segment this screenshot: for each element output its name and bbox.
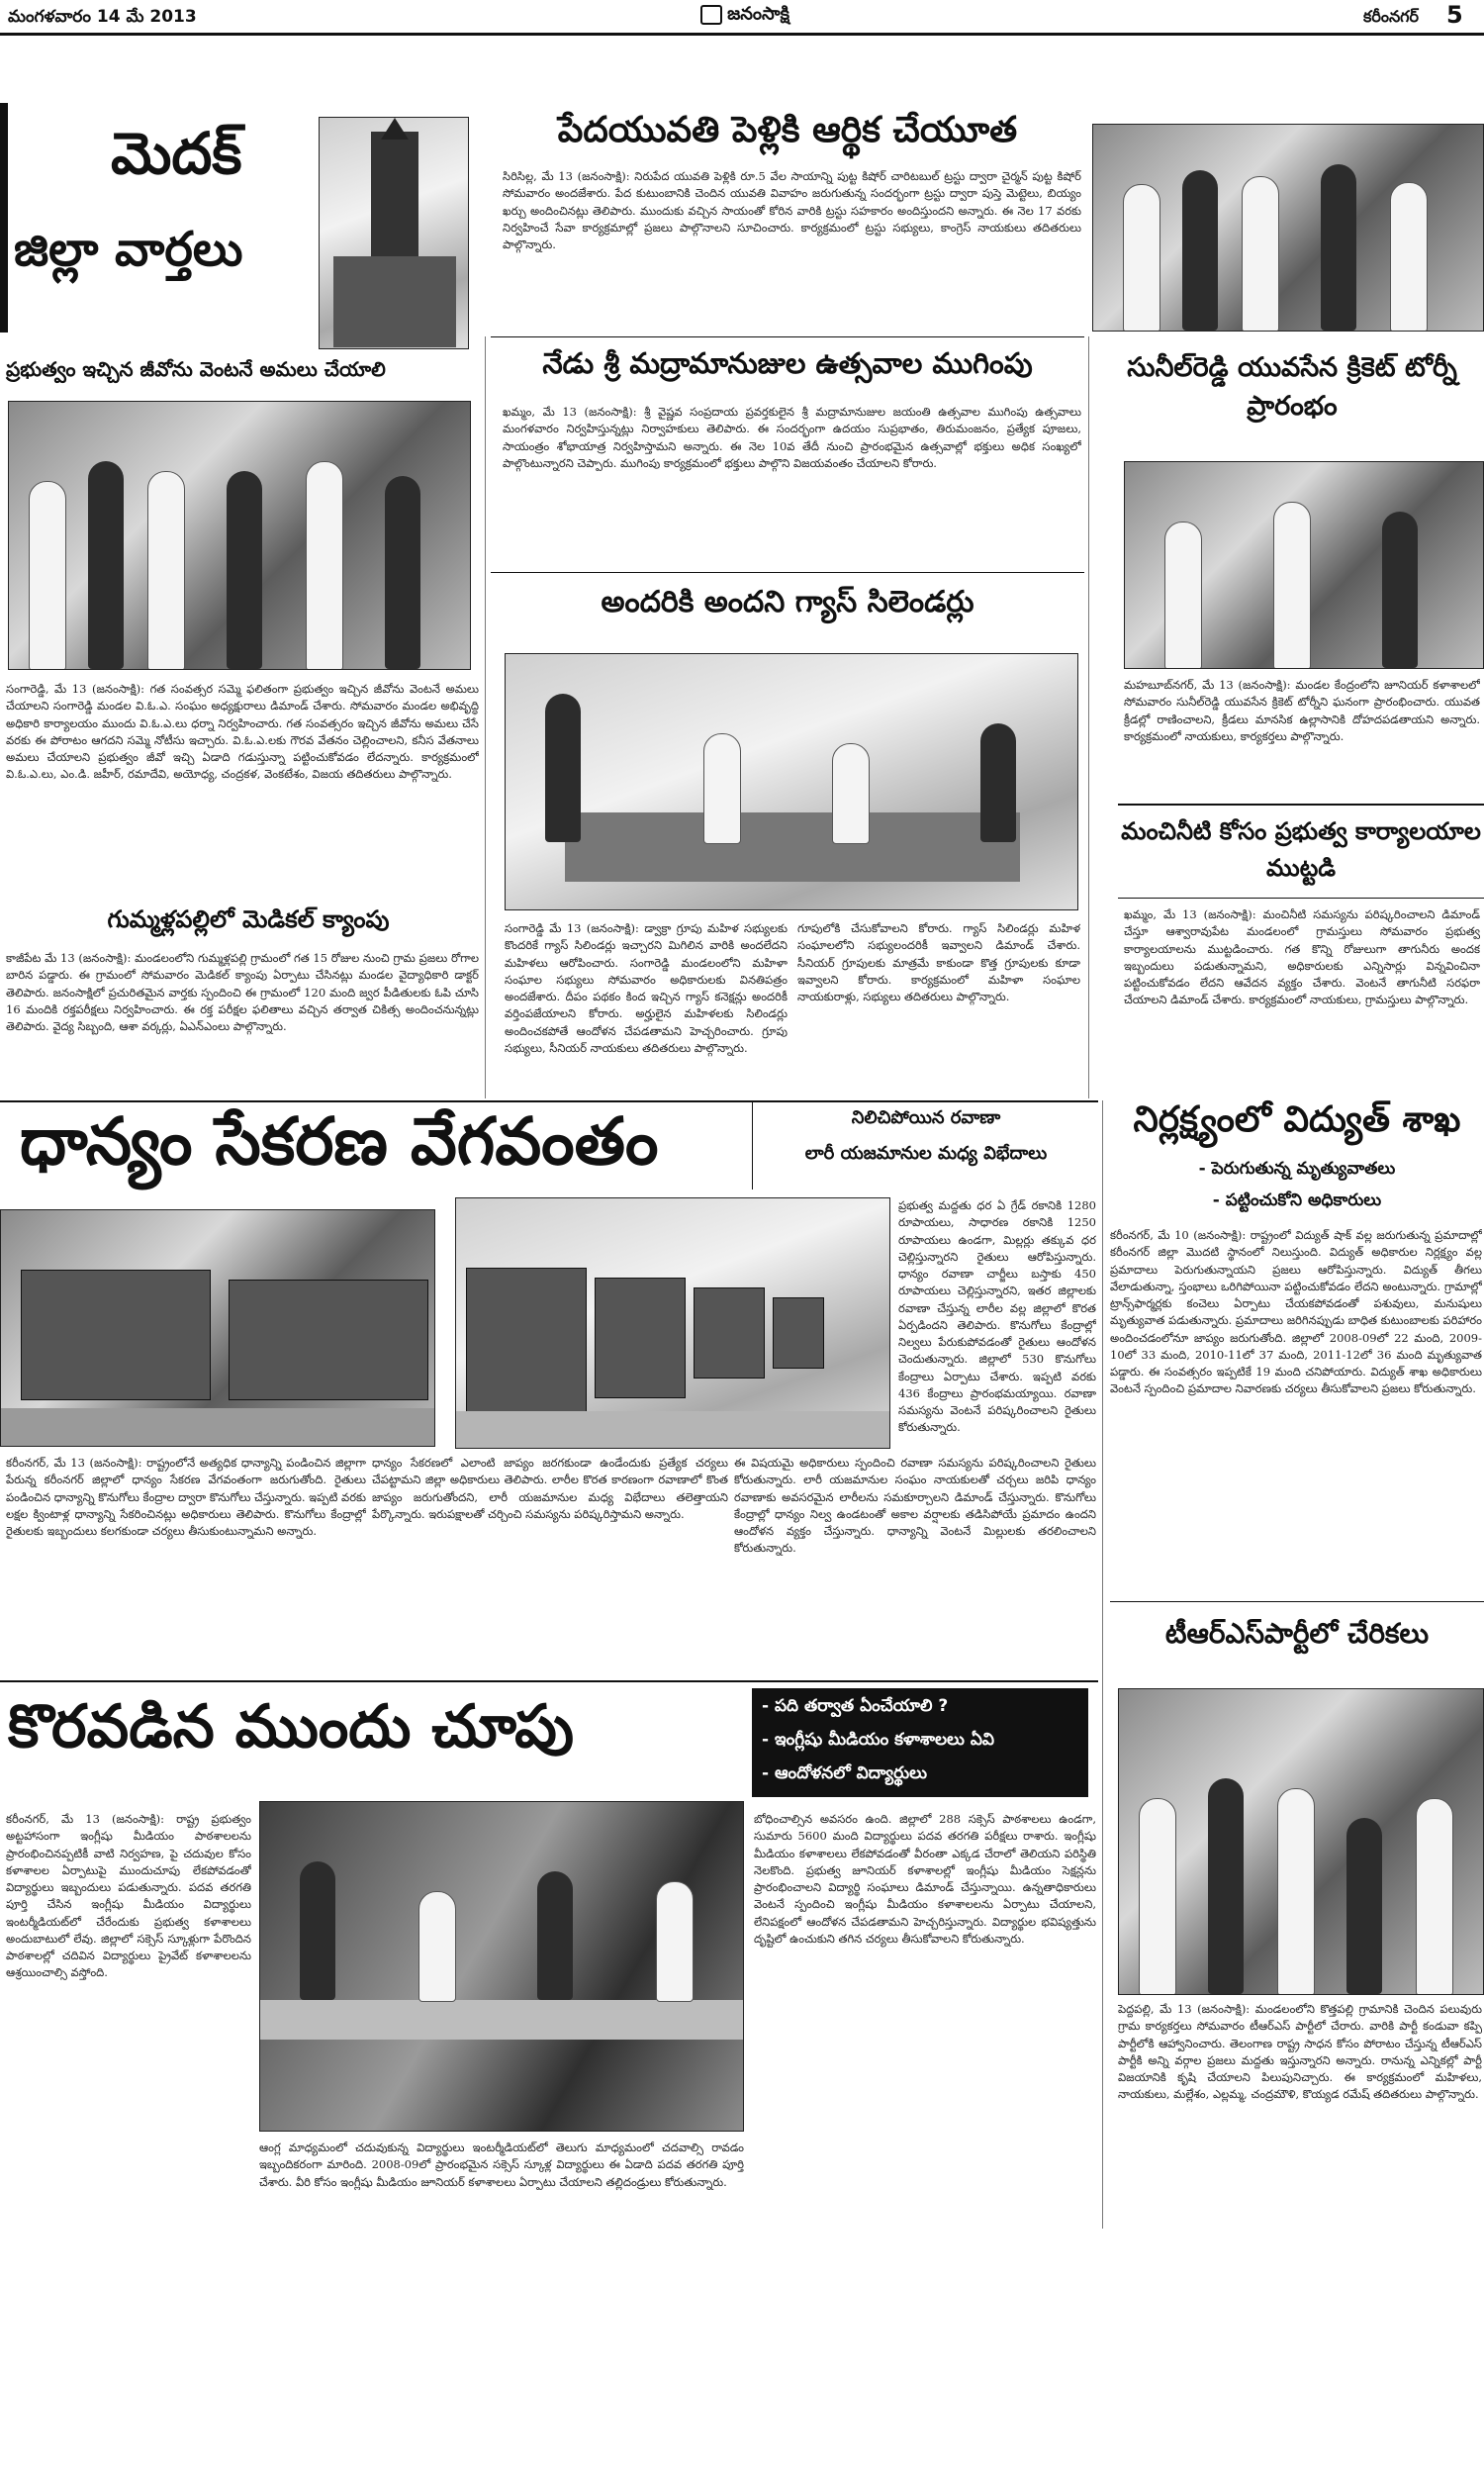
- a8-headline: ధాన్యం సేకరణ వేగవంతం: [20, 1103, 659, 1180]
- photo-person: [1416, 1798, 1453, 1995]
- a10-body: పెద్దపల్లి, మే 13 (జనంసాక్షి): మండలంలోని కొత్తపల్లి గ్రామానికి చెందిన పలువురు గ్రామ కార్యకర్తలు సోమవారం టీఆర్‌ఎస్ పార్టీలో చేరారు. వారికి పార్టీ కండువా కప్పి పార్టీలోకి ఆహ్వానించారు. తెలంగాణ రాష్ట్ర సాధన కోసం పోరాటం చేస్తున్న టీఆర్‌ఎస్ పార్టీకి అన్ని వర్గాల ప్రజలు మద్దతు ఇస్తున్నారని అన్నారు. రానున్న ఎన్నికల్లో పార్టీ విజయానికి కృషి చేయాలని పిలుపునిచ్చారు. ఈ కార్యక్రమంలో మహిళలు, నాయకులు, మల్లేశం, ఎల్లమ్మ, చంద్రమౌళి, కొయ్యడ రమేష్ తదితరులు పాల్గొన్నారు.: [1118, 2002, 1482, 2102]
- a1-body: సిరిసిల్ల, మే 13 (జనంసాక్షి): నిరుపేద యువతి పెళ్లికి రూ.5 వేల సాయాన్ని పుట్ట కిషోర్ చారిటబుల్ ట్రస్టు ద్వారా చైర్మన్ పుట్ట కిషోర్ సోమవారం అందజేశారు. పేద కుటుంబానికి చెందిన యువతి వివాహం జరుగుతున్న సందర్భంగా ట్రస్టు ద్వారా పుస్తె మెట్టెలు, బియ్యం ఖర్చు అందించినట్లు తెలిపారు. ముందుకు వచ్చిన సాయంతో కోరిన వారికి ట్రస్టు సహకారం అందిస్తుందని అన్నారు. ఈ నెల 17 వరకు నిర్వహించే సేవా కార్యక్రమాల్లో ప్రజలు పాల్గొనాలని సూచించారు. కార్యక్రమంలో ట్రస్టు సభ్యులు, కాంగ్రెస్ నాయకులు తదితరులు పాల్గొన్నారు.: [503, 169, 1081, 251]
- a6-headline: అందరికి అందని గ్యాస్ సిలెండర్లు: [601, 585, 974, 619]
- masthead-edition: కరీంనగర్: [1363, 7, 1420, 26]
- photo-table: [565, 812, 1020, 882]
- a11-body: కరీంనగర్, మే 13 (జనంసాక్షి): రాష్ట్ర ప్రభుత్వం అట్టహాసంగా ఇంగ్లీషు మీడియం పాఠశాలలను ప్రారంభించినప్పటికీ వాటి నిర్వహణ, పై చదువుల కోసం కళాశాలల ఏర్పాటుపై ముందుచూపు లేకపోవడంతో విద్యార్థులు ఇబ్బందులు పడుతున్నారు. పదవ తరగతి పూర్తి చేసిన ఇంగ్లీషు మీడియం విద్యార్థులు ఇంటర్మీడియట్‌లో చేరేందుకు ప్రభుత్వ కళాశాలలు అందుబాటులో లేవు. జిల్లాలో సక్సెస్ స్కూళ్లుగా పేరొందిన పాఠశాలల్లో చదివిన విద్యార్థులు ప్రైవేట్ కళాశాలలను ఆశ్రయించాల్సి వస్తోంది.: [6, 1812, 251, 1980]
- a2-headline: ప్రభుత్వం ఇచ్చిన జీవోను వెంటనే అమలు చేయాలి: [6, 357, 386, 381]
- a7-headline-box: [1118, 804, 1484, 899]
- photo-person: [1390, 182, 1428, 332]
- a3-headline: నేడు శ్రీ మద్రామానుజుల ఉత్సవాల ముగింపు: [542, 346, 1033, 380]
- logo-icon: [700, 5, 722, 25]
- church-nave: [333, 256, 456, 347]
- photo-person: [1321, 164, 1356, 331]
- masthead-date: మంగళవారం 14 మే 2013: [8, 7, 197, 27]
- church-spire: [381, 118, 409, 140]
- photo-person: [1273, 502, 1311, 669]
- a11-body-3: బోధించాల్సిన అవసరం ఉంది. జిల్లాలో 288 సక్సెస్ పాఠశాలలు ఉండగా, సుమారు 5600 మంది విద్యార్థులు పదవ తరగతి పరీక్షలు రాశారు. ఇంగ్లీషు మీడియం కళాశాలలు లేకపోవడంతో వీరంతా ఎక్కడ చేరాలో తెలియని పరిస్థితి నెలకొంది. ప్రభుత్వ జూనియర్ కళాశాలల్లో ఇంగ్లీషు మీడియం సెక్షన్లను ప్రారంభించాలని విద్యార్థి సంఘాలు డిమాండ్ చేస్తున్నాయి. ఉన్నతాధికారులు వెంటనే స్పందించి ఇంగ్లీషు మీడియం కళాశాలలను ఏర్పాటు చేయాలని, లేనిపక్షంలో ఆందోళన చేపడతామని హెచ్చరిస్తున్నారు. విద్యార్థుల భవిష్యత్తును దృష్టిలో ఉంచుకుని తగిన చర్యలు తీసుకోవాలని కోరుతున్నారు.: [754, 1812, 1096, 1946]
- a9-body: కరీంనగర్, మే 10 (జనంసాక్షి): రాష్ట్రంలో విద్యుత్ షాక్ వల్ల జరుగుతున్న ప్రమాదాల్లో కరీంనగర్ జిల్లా మొదటి స్థానంలో నిలుస్తుంది. విద్యుత్ అధికారుల నిర్లక్ష్యం వల్ల ప్రమాదాలు పెరుగుతున్నాయని ప్రజలు ఆరోపిస్తున్నారు. విద్యుత్ తీగలు వేలాడుతున్నా, స్తంభాలు ఒరిగిపోయినా పట్టించుకోవడం లేదని అంటున్నారు. గ్రామాల్లో ట్రాన్స్‌ఫార్మర్లకు కంచెలు ఏర్పాటు చేయకపోవడంతో పశువులు, మనుషులు మృత్యువాత పడుతున్నారు. ప్రమాదాలు జరిగినప్పుడు బాధిత కుటుంబాలకు పరిహారం అందించడంలోనూ జాప్యం జరుగుతోంది. జిల్లాలో 2008-09లో 22 మంది, 2009-10లో 33 మంది, 2010-11లో 37 మంది, 2011-12లో 36 మంది మృత్యువాత పడ్డారు. ఈ సంవత్సరం ఇప్పటికే 19 మంది చనిపోయారు. విద్యుత్ శాఖ అధికారులు వెంటనే స్పందించి ప్రమాదాల నివారణకు చర్యలు తీసుకోవాలని ప్రజలు కోరుతున్నారు.: [1110, 1228, 1482, 1396]
- a9-headline: నిర్లక్ష్యంలో విద్యుత్ శాఖ: [1133, 1099, 1461, 1140]
- photo-person: [147, 471, 185, 670]
- photo-truck: [229, 1280, 428, 1400]
- photo-person: [300, 1861, 335, 2000]
- a6-body: సంగారెడ్డి మే 13 (జనంసాక్షి): డ్వాక్రా గ్రూపు మహిళ సభ్యులకు కొందరికే గ్యాస్ సిలిండర్లు ఇచ్చారని మిగిలిన వారికి అందలేదని మహిళలు ఆరోపించారు. సంగారెడ్డి మండలంలోని మహిళా సంఘాల సభ్యులు సోమవారం అధికారులకు వినతిపత్రం అందజేశారు. దీపం పథకం కింద ఇచ్చిన గ్యాస్ కనెక్షన్లు అందరికీ వర్తింపజేయాలని కోరారు. అర్హులైన మహిళలకు సిలిండర్లు అందించకపోతే ఆందోళన చేపడతామని హెచ్చరించారు. గ్రూపు సభ్యులు, సీనియర్ నాయకులు తదితరులు పాల్గొన్నారు.: [505, 921, 788, 1055]
- a11-side-item: - ఆందోళనలో విద్యార్థులు: [762, 1763, 928, 1783]
- a9-sub1: - పెరుగుతున్న మృత్యువాతలు: [1198, 1159, 1396, 1179]
- a10-rule: [1110, 1601, 1484, 1602]
- photo-person: [227, 471, 262, 669]
- a8-sidebar-top: నిలిచిపోయిన రవాణా: [851, 1107, 1001, 1128]
- district-banner: [0, 103, 312, 333]
- photo-person: [306, 461, 343, 670]
- photo-person: [1277, 1788, 1315, 1995]
- a8-sidebar-bottom: లారీ యజమానుల మధ్య విభేదాలు: [804, 1143, 1048, 1164]
- a3-rule: [491, 336, 1084, 337]
- a8-photo-right: [455, 1197, 890, 1449]
- photo-person: [1164, 522, 1202, 669]
- photo-person: [1346, 1818, 1382, 1994]
- photo-person: [832, 743, 870, 844]
- a1-headline: పేదయువతి పెళ్లికి ఆర్థిక చేయూత: [557, 110, 1018, 150]
- a6-rule: [491, 572, 1084, 573]
- photo-truck: [773, 1297, 824, 1369]
- a8-sidebar: [752, 1100, 1098, 1189]
- photo-person: [1382, 512, 1418, 668]
- a11-headline: కొరవడిన ముందు చూపు: [8, 1692, 574, 1761]
- photo-truck: [21, 1270, 211, 1400]
- a10-headline: టీఆర్‌ఎస్‌పార్టీలో చేరికలు: [1164, 1617, 1430, 1650]
- photo-person: [1182, 170, 1218, 331]
- photo-road: [456, 1411, 890, 1449]
- a4-body: మహబూబ్‌నగర్, మే 13 (జనంసాక్షి): మండల కేంద్రంలోని జూనియర్ కళాశాలలో సోమవారం సునీల్‌రెడ్డి యువసేన క్రికెట్ టోర్నీని ఘనంగా ప్రారంభించారు. యువత క్రీడల్లో రాణించాలని, క్రీడలు మానసిక ఉల్లాసానికి దోహదపడతాయని అన్నారు. కార్యక్రమంలో నాయకులు, కార్యకర్తలు పాల్గొన్నారు.: [1124, 678, 1480, 743]
- a11-photo: [259, 1801, 744, 2132]
- photo-ground: [1, 1408, 435, 1447]
- photo-person: [1139, 1798, 1176, 1995]
- a11-rule: [0, 1680, 1098, 1682]
- photo-person: [1242, 176, 1279, 332]
- a5-headline: గుమ్మళ్లపల్లిలో మెడికల్ క్యాంపు: [107, 905, 390, 933]
- photo-person: [980, 723, 1016, 842]
- a11-side-box: [752, 1688, 1088, 1797]
- page-number: 5: [1446, 1, 1463, 29]
- district-title-line1: మెదక్: [111, 120, 242, 187]
- photo-truck: [694, 1287, 765, 1379]
- column-divider: [1102, 1100, 1103, 2229]
- a8-photo-left: [0, 1209, 435, 1447]
- masthead-logo: [700, 4, 817, 30]
- photo-person: [703, 733, 741, 844]
- photo-person: [418, 1891, 456, 2002]
- a3-body: ఖమ్మం, మే 13 (జనంసాక్షి): శ్రీ వైష్ణవ సంప్రదాయ ప్రవర్తకులైన శ్రీ మద్రామానుజుల జయంతి ఉత్సవాల ముగింపు ఉత్సవాలు మంగళవారం నిర్వహిస్తున్నట్లు నిర్వాహకులు తెలిపారు. ఈ సందర్భంగా ఉదయం సుప్రభాతం, తిరుమంజనం, ప్రత్యేక పూజలు, సాయంత్రం శోభాయాత్ర నిర్వహిస్తామని అన్నారు. ఈ నెల 10వ తేదీ నుంచి ప్రారంభమైన ఉత్సవాల్లో భక్తులు అధిక సంఖ్యలో పాల్గొంటున్నారని చెప్పారు. ముగింపు కార్యక్రమంలో భక్తులు పాల్గొని విజయవంతం చేయాలని కోరారు.: [503, 405, 1081, 470]
- district-title-line2: జిల్లా వార్తలు: [14, 222, 243, 277]
- a8-body-2: ధాన్యం సేకరణలో ఎలాంటి జాప్యం జరగకుండా ఉండేందుకు ప్రత్యేక చర్యలు చేపట్టామని జిల్లా అధికారులు తెలిపారు. లారీల కొరత కారణంగా రవాణాలో కొంత జాప్యం జరుగుతోందని, లారీ యజమానుల మధ్య విభేదాలు తలెత్తాయని పేర్కొన్నారు. ఇరుపక్షాలతో చర్చించి సమస్యను పరిష్కరిస్తామని అన్నారు.: [372, 1456, 728, 1521]
- column-divider: [485, 336, 486, 1098]
- photo-person: [88, 461, 124, 669]
- a7-headline: మంచినీటి కోసం ప్రభుత్వ కార్యాలయాల ముట్టడి: [1121, 817, 1481, 883]
- a7-body: ఖమ్మం, మే 13 (జనంసాక్షి): మంచినీటి సమస్యను పరిష్కరించాలని డిమాండ్ చేస్తూ ఆశ్వారావుపేట మండలంలో గ్రామస్తులు సోమవారం ప్రభుత్వ కార్యాలయాలను ముట్టడించారు. గత కొన్ని రోజులుగా తాగునీరు అందక ఇబ్బందులు పడుతున్నామని, అధికారులకు ఎన్నిసార్లు విన్నవించినా పట్టించుకోవడం లేదని ఆవేదన వ్యక్తం చేశారు. వెంటనే తాగునీటి సరఫరా చేయాలని డిమాండ్ చేశారు. కార్యక్రమంలో నాయకులు, గ్రామస్తులు పాల్గొన్నారు.: [1124, 907, 1480, 1007]
- a11-side-item: - పది తర్వాత ఏంచేయాలి ?: [762, 1696, 949, 1716]
- a10-photo: [1118, 1688, 1484, 1995]
- photo-person: [29, 481, 66, 670]
- photo-person: [1123, 184, 1160, 332]
- a11-body-2: ఆంగ్ల మాధ్యమంలో చదువుకున్న విద్యార్థులు ఇంటర్మీడియట్‌లో తెలుగు మాధ్యమంలో చదవాల్సి రావడం ఇబ్బందికరంగా మారింది. 2008-09లో ప్రారంభమైన సక్సెస్ స్కూళ్ల విద్యార్థులు ఈ ఏడాది పదవ తరగతి పూర్తి చేశారు. వీరి కోసం ఇంగ్లీషు మీడియం జూనియర్ కళాశాలలు ఏర్పాటు చేయాలని తల్లిదండ్రులు కోరుతున్నారు.: [259, 2141, 744, 2189]
- a1-photo: [1092, 124, 1484, 332]
- photo-person: [537, 1871, 573, 2000]
- a5-body: కాజీపేట మే 13 (జనంసాక్షి): మండలంలోని గుమ్మళ్లపల్లి గ్రామంలో గత 15 రోజుల నుంచి గ్రామ ప్రజలు రోగాల బారిన పడ్డారు. ఈ గ్రామంలో సోమవారం మెడికల్ క్యాంపు ఏర్పాటు చేసినట్లు మండల వైద్యాధికారి డాక్టర్ తెలిపారు. జనంసాక్షిలో ప్రచురితమైన వార్తకు స్పందించి ఈ గ్రామంలో 120 మంది జ్వర పీడితులకు ఓపి చూసి 16 మందికి రక్తపరీక్షలు నిర్వహించారు. ఈ రక్త పరీక్షల ఫలితాలు వచ్చిన తర్వాత చికిత్స అందించనున్నట్లు తెలిపారు. వైద్య సిబ్బంది, ఆశా వర్కర్లు, ఏఎన్ఎంలు పాల్గొన్నారు.: [6, 951, 479, 1033]
- photo-person: [545, 694, 581, 842]
- photo-person: [385, 476, 420, 669]
- a8-body-3: ప్రభుత్వ మద్దతు ధర ఏ గ్రేడ్ రకానికి 1280 రూపాయలు, సాధారణ రకానికి 1250 రూపాయలు ఉండగా, మిల్లర్లు తక్కువ ధర చెల్లిస్తున్నారని రైతులు ఆరోపిస్తున్నారు. ధాన్యం రవాణా చార్జీలు బస్తాకు 450 రూపాయలు చెల్లిస్తున్నారని, ఇతర జిల్లాలకు రవాణా చేస్తున్న లారీల వల్ల జిల్లాలో కొరత ఏర్పడిందని తెలిపారు. కొనుగోలు కేంద్రాల్లో నిల్వలు పేరుకుపోవడంతో రైతులు ఆందోళన చెందుతున్నారు. జిల్లాలో 530 కొనుగోలు కేంద్రాలు ఏర్పాటు చేశారు. ఇప్పటి వరకు 436 కేంద్రాలు ప్రారంభమయ్యాయి. రవాణా సమస్యను వెంటనే పరిష్కరించాలని రైతులు కోరుతున్నారు.: [898, 1198, 1096, 1435]
- a6-body-2: గూపులోకి చేసుకోవాలని కోరారు. గ్యాస్ సిలిండర్లు మహిళ సంఘాలలోని సభ్యులందరికీ ఇవ్వాలని డిమాండ్ చేశారు. సీనియర్ గ్రూపులకు మాత్రమే కాకుండా కొత్త గ్రూపులకు కూడా ఇవ్వాలని కోరారు. కార్యక్రమంలో మహిళా సంఘాల నాయకురాళ్లు, సభ్యులు తదితరులు పాల్గొన్నారు.: [797, 921, 1080, 1003]
- photo-desk: [260, 2000, 744, 2040]
- photo-truck: [595, 1278, 686, 1398]
- a4-headline: సునీల్‌రెడ్డి యువసేన క్రికెట్ టోర్నీ ప్రారంభం: [1127, 352, 1457, 423]
- a11-side-item: - ఇంగ్లీషు మీడియం కళాశాలలు ఏవి: [762, 1730, 995, 1750]
- a9-sub2: - పట్టించుకోని అధికారులు: [1212, 1190, 1382, 1210]
- column-divider: [1088, 336, 1089, 1098]
- masthead-rule: [0, 33, 1484, 36]
- photo-person: [656, 1881, 694, 2002]
- a6-photo: [505, 653, 1078, 910]
- a8-body: కరీంనగర్, మే 13 (జనంసాక్షి): రాష్ట్రంలోనే అత్యధిక ధాన్యాన్ని పండించిన జిల్లాగా పేరున్న కరీంనగర్ జిల్లాలో ధాన్యం సేకరణ వేగవంతంగా జరుగుతోంది. రైతులు పండించిన ధాన్యాన్ని కొనుగోలు కేంద్రాల ద్వారా కొనుగోలు చేస్తున్నారు. ఇప్పటి వరకు లక్షల క్వింటాళ్ల ధాన్యాన్ని సేకరించినట్లు అధికారులు తెలిపారు. కొనుగోలు కేంద్రాల్లో రైతులకు ఇబ్బందులు కలగకుండా చర్యలు తీసుకుంటున్నామని అన్నారు.: [6, 1456, 366, 1538]
- a8-body-3b: ఈ విషయమై అధికారులు స్పందించి రవాణా సమస్యను పరిష్కరించాలని రైతులు కోరుతున్నారు. లారీ యజమానుల సంఘం నాయకులతో చర్చలు జరిపి ధాన్యం రవాణాకు అవసరమైన లారీలను సమకూర్చాలని డిమాండ్ చేస్తున్నారు. కొనుగోలు కేంద్రాల్లో ధాన్యం నిల్వ ఉండటంతో అకాల వర్షాలకు తడిసిపోయే ప్రమాదం ఉందని ఆందోళన వ్యక్తం చేస్తున్నారు. ధాన్యాన్ని వెంటనే మిల్లులకు తరలించాలని కోరుతున్నారు.: [734, 1456, 1096, 1556]
- church-photo: [319, 117, 469, 349]
- masthead-paper: జనంసాక్షి: [727, 3, 789, 25]
- a4-photo: [1124, 461, 1484, 669]
- masthead: [0, 0, 1484, 34]
- a2-photo: [8, 401, 471, 670]
- photo-person: [1208, 1778, 1244, 1994]
- photo-truck: [466, 1268, 587, 1418]
- a2-body: సంగారెడ్డి, మే 13 (జనంసాక్షి): గత సంవత్సర సమ్మె ఫలితంగా ప్రభుత్వం ఇచ్చిన జీవోను వెంటనే అమలు చేయాలని సంగారెడ్డి మండల వి.ఓ.ఎ. సంఘం అధ్యక్షురాలు డిమాండ్ చేశారు. సోమవారం మండల అభివృద్ధి అధికారి కార్యాలయం ముందు వి.ఓ.ఎ.లు ధర్నా నిర్వహించారు. గత సంవత్సరం ఇచ్చిన జీవోను అమలు చేసే వరకు ఈ పోరాటం ఆగదని సమ్మె నోటీసు ఇచ్చారు. వి.ఓ.ఎ.లకు గౌరవ వేతనం చెల్లించాలని, కనీస వేతనాలు అమలు చేయాలని ప్రభుత్వం జీవో ఇచ్చి ఏడాది గడుస్తున్నా పట్టించుకోవడం లేదన్నారు. కార్యక్రమంలో వి.ఓ.ఎ.లు, ఎం.డి. జహీర్, రమాదేవి, అయోధ్య, చంద్రకళ, వెంకటేశం, విజయ తదితరులు పాల్గొన్నారు.: [6, 682, 479, 782]
